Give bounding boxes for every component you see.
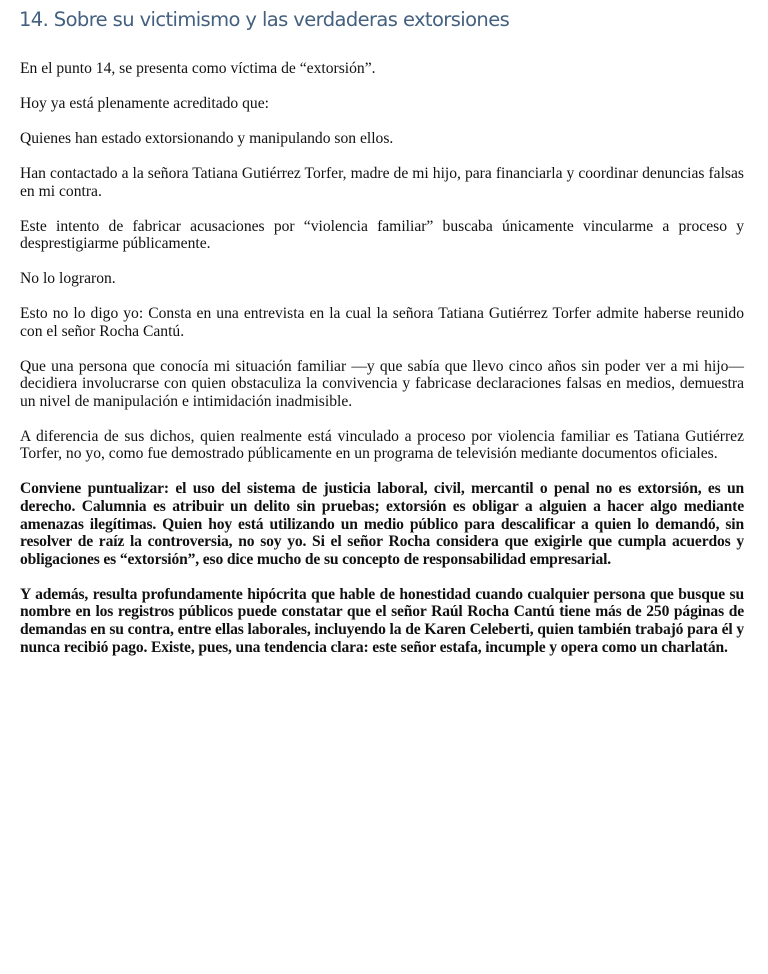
paragraph-fabricate-accusations: Este intento de fabricar acusaciones por “violencia familiar” buscaba únicamente vincularme a proceso y desprestigiarme públicamente. <box>20 217 744 253</box>
paragraph-hypocrisy: Y además, resulta profundamente hipócrita que hable de honestidad cuando cualquier persona que busque su nombre en los registros públicos puede constatar que el señor Raúl Rocha Cantú tiene más de 250 páginas de demandas en su contra, entre ellas laborales, incluyendo la de Karen Celeberti, quien también trabajó para él y nunca recibió pago. Existe, pues, una tendencia clara: este señor estafa, incumple y opera como un charlatán. <box>20 585 744 656</box>
paragraph-victim-claim: En el punto 14, se presenta como víctima de “extorsión”. <box>20 60 376 77</box>
paragraph-accredited: Hoy ya está plenamente acreditado que: <box>20 94 269 112</box>
paragraph-manipulation: Que una persona que conocía mi situación familiar —y que sabía que llevo cinco años sin poder ver a mi hijo— decidiera involucrarse con quien obstaculiza la convivencia y fabricase declaraciones falsas en medios, demuestra un nivel de manipulación e intimidación inadmisible. <box>20 357 744 410</box>
paragraph-clarification: Conviene puntualizar: el uso del sistema de justicia laboral, civil, mercantil o penal no es extorsión, es un derecho. Calumnia es atribuir un delito sin pruebas; extorsión es obligar a alguien a hacer algo mediante amenazas ilegítimas. Quien hoy está utilizando un medio público para descalificar a quien lo demandó, sin resolver de raíz la controversia, no soy yo. Si el señor Rocha considera que exigirle que cumpla acuerdos y obligaciones es “extorsión”, eso dice mucho de su concepto de responsabilidad empresarial. <box>20 480 744 568</box>
paragraph-actual-process: A diferencia de sus dichos, quien realmente está vinculado a proceso por violencia familiar es Tatiana Gutiérrez Torfer, no yo, como fue demostrado públicamente en un programa de televisión mediante documentos oficiales. <box>20 427 744 463</box>
section-heading: 14. Sobre su victimismo y las verdaderas extorsiones <box>19 8 510 31</box>
document-body <box>20 60 744 674</box>
paragraph-interview: Esto no lo digo yo: Consta en una entrevista en la cual la señora Tatiana Gutiérrez Torfer admite haberse reunido con el señor Rocha Cantú. <box>20 305 744 340</box>
paragraph-who-extorts: Quienes han estado extorsionando y manipulando son ellos. <box>20 129 394 147</box>
paragraph-contacted: Han contactado a la señora Tatiana Gutiérrez Torfer, madre de mi hijo, para financiarla y coordinar denuncias falsas en mi contra. <box>20 164 744 200</box>
paragraph-failed: No lo lograron. <box>20 270 116 288</box>
